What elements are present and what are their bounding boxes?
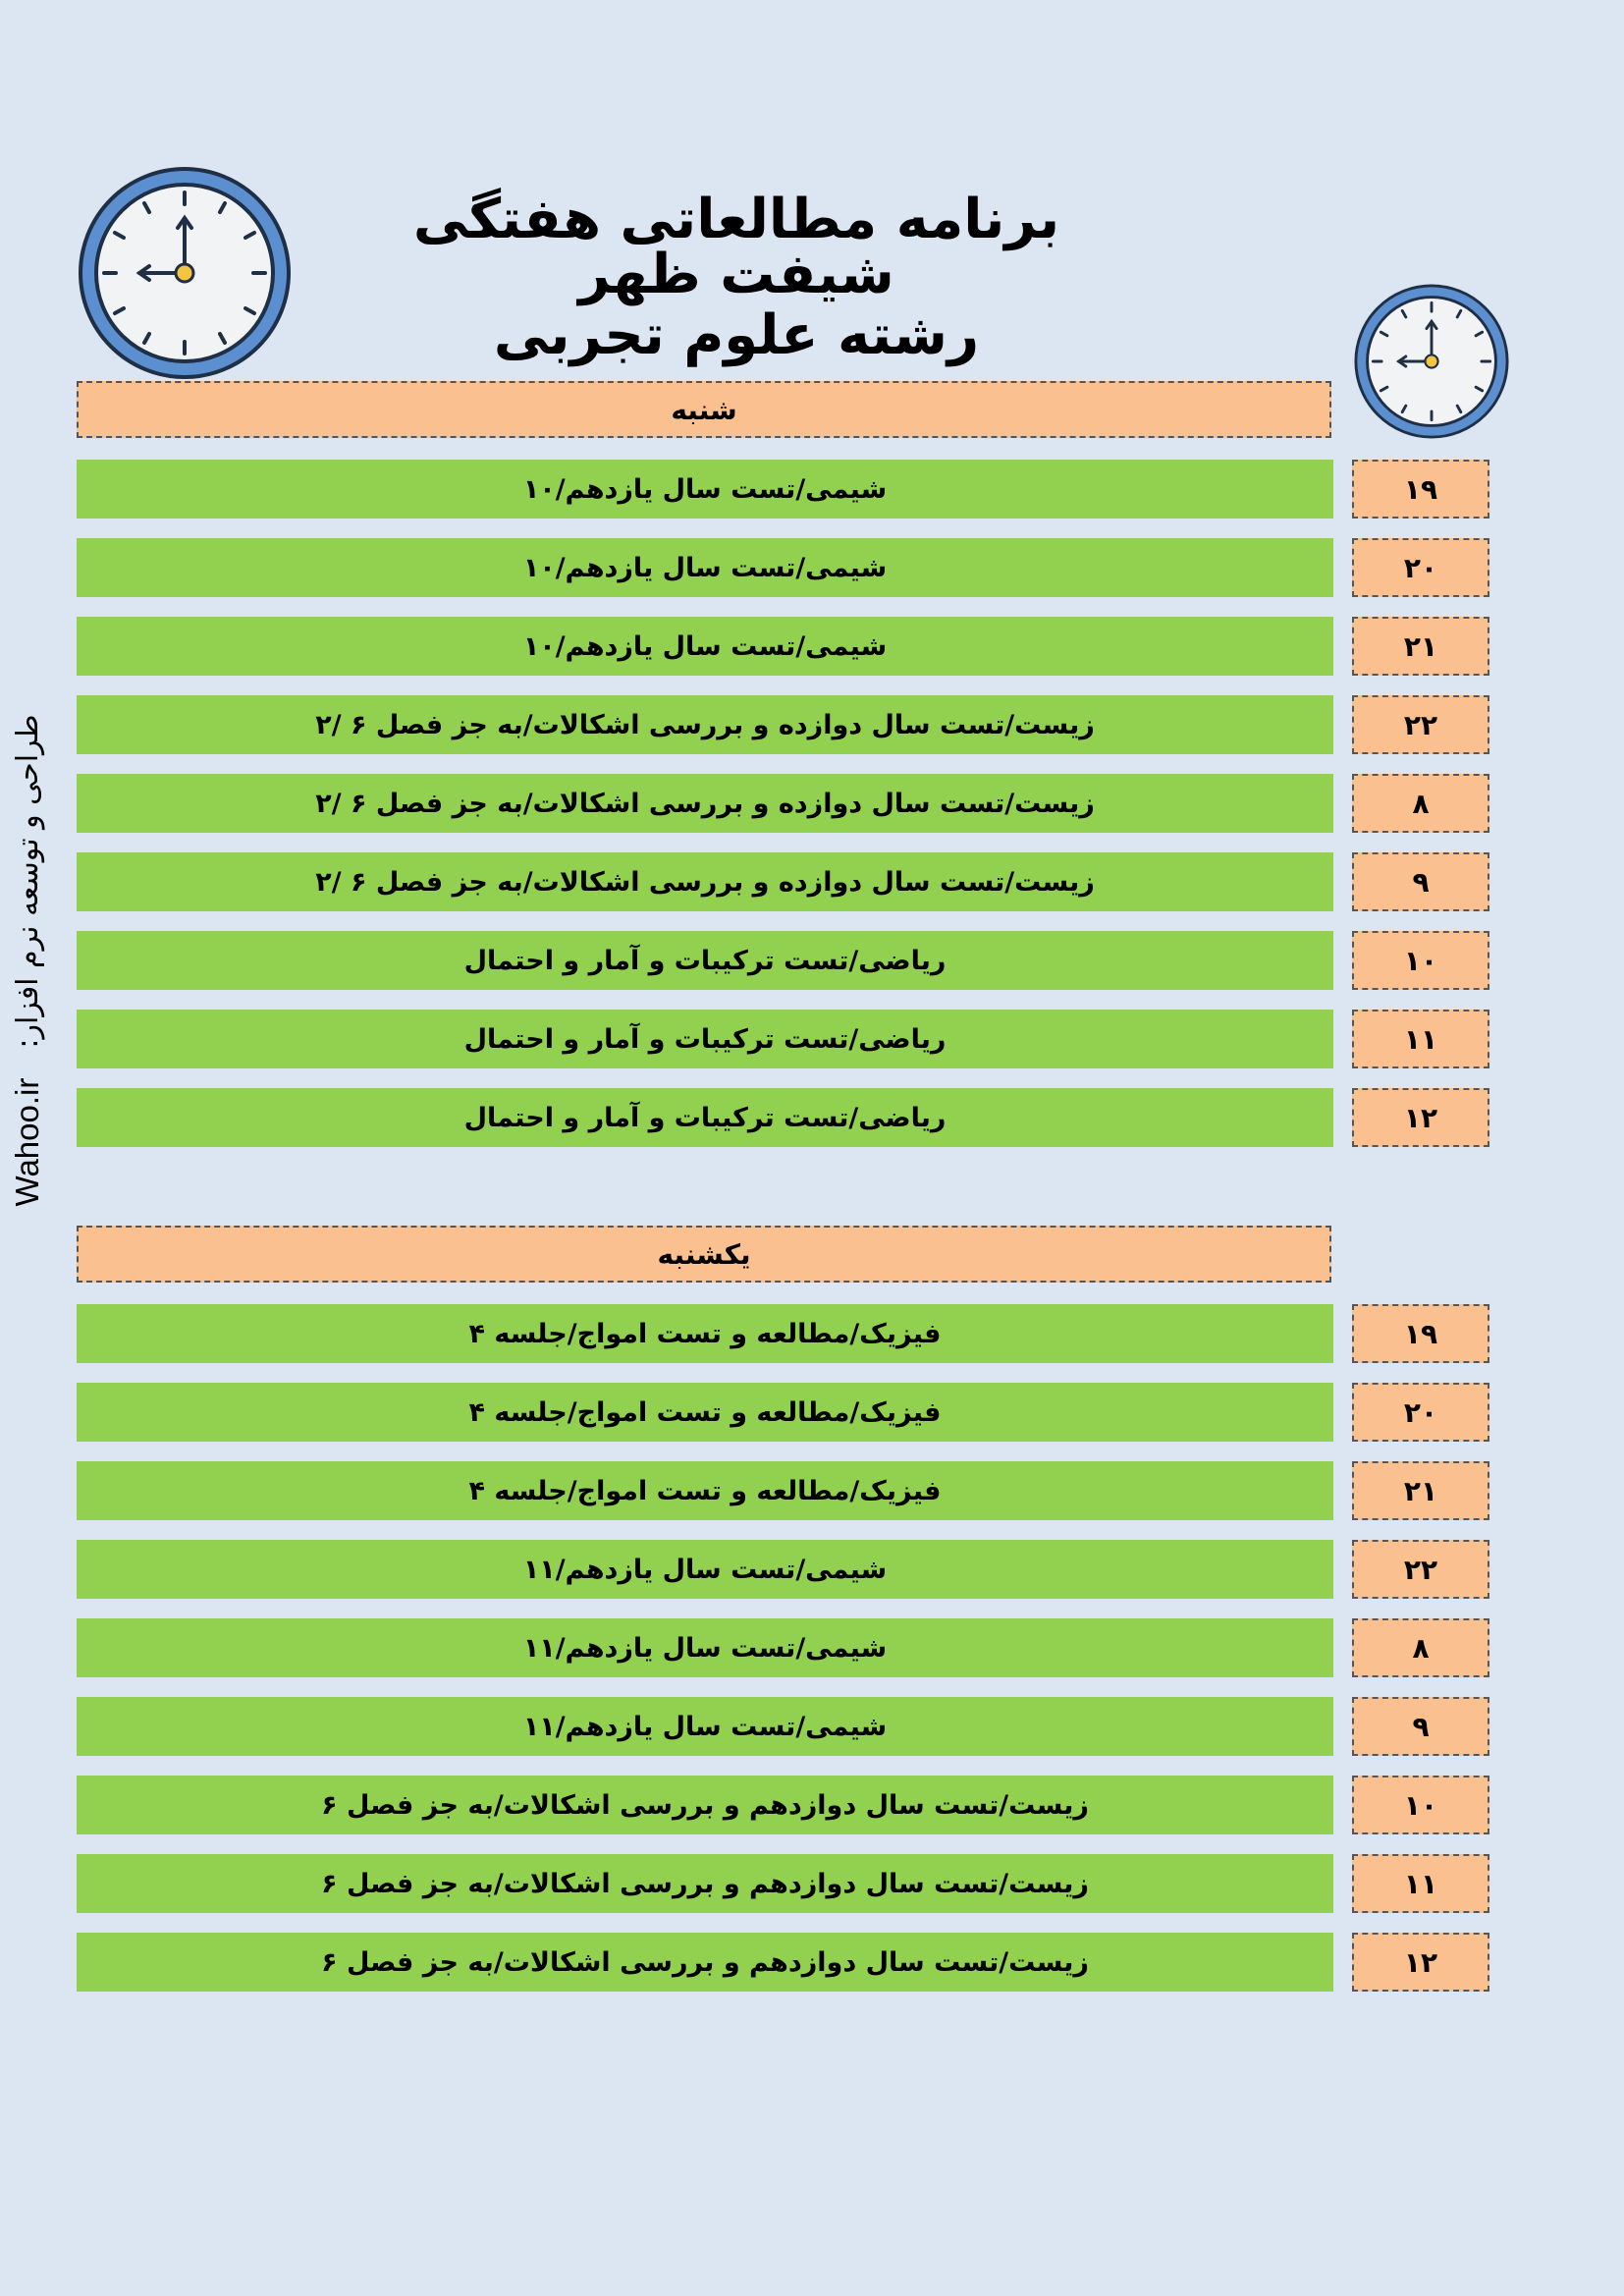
day-header: شنبه	[77, 381, 1331, 438]
clock-icon	[77, 165, 293, 381]
hour-cell: ۱۰	[1352, 931, 1489, 990]
day-header: یکشنبه	[77, 1226, 1331, 1283]
page-title: برنامه مطالعاتی هفتگی شیفت ظهر	[412, 188, 1060, 306]
credit-label	[0, 715, 55, 1206]
hour-cell: ۱۰	[1352, 1776, 1489, 1834]
schedule-row	[77, 1618, 1492, 1677]
schedule-row	[77, 1776, 1492, 1834]
credit-site: Wahoo.ir	[9, 1077, 45, 1207]
task-cell: زیست/تست سال دوازده و بررسی اشکالات/به جز فصل ۶ /۲	[77, 695, 1333, 754]
hour-cell: ۱۹	[1352, 460, 1489, 519]
hour-cell: ۲۲	[1352, 695, 1489, 754]
task-cell: ریاضی/تست ترکیبات و آمار و احتمال	[77, 1088, 1333, 1147]
hour-cell: ۲۰	[1352, 1383, 1489, 1442]
task-cell: ریاضی/تست ترکیبات و آمار و احتمال	[77, 1010, 1333, 1068]
task-cell: زیست/تست سال دوازده و بررسی اشکالات/به جز فصل ۶ /۲	[77, 774, 1333, 833]
task-cell: زیست/تست سال دوازدهم و بررسی اشکالات/به جز فصل ۶	[77, 1933, 1333, 1992]
schedule-row	[77, 1304, 1492, 1363]
schedule-row	[77, 1697, 1492, 1756]
credit-text: طراحی و توسعه نرم افزار:	[10, 714, 45, 1049]
schedule-row	[77, 774, 1492, 833]
schedule-row	[77, 1088, 1492, 1147]
schedule-row	[77, 1461, 1492, 1520]
hour-cell: ۱۹	[1352, 1304, 1489, 1363]
hour-cell: ۱۲	[1352, 1088, 1489, 1147]
hour-cell: ۲۲	[1352, 1540, 1489, 1599]
task-cell: شیمی/تست سال یازدهم/۱۱	[77, 1697, 1333, 1756]
schedule-row	[77, 1010, 1492, 1068]
hour-cell: ۹	[1352, 852, 1489, 911]
clock-icon	[1353, 283, 1510, 440]
hour-cell: ۸	[1352, 1618, 1489, 1677]
task-cell: شیمی/تست سال یازدهم/۱۱	[77, 1618, 1333, 1677]
schedule-row	[77, 1933, 1492, 1992]
schedule-row	[77, 1540, 1492, 1599]
task-cell: فیزیک/مطالعه و تست امواج/جلسه ۴	[77, 1383, 1333, 1442]
hour-cell: ۹	[1352, 1697, 1489, 1756]
task-cell: شیمی/تست سال یازدهم/۱۰	[77, 538, 1333, 597]
schedule-row	[77, 1854, 1492, 1913]
task-cell: زیست/تست سال دوازده و بررسی اشکالات/به جز فصل ۶ /۲	[77, 852, 1333, 911]
task-cell: زیست/تست سال دوازدهم و بررسی اشکالات/به جز فصل ۶	[77, 1776, 1333, 1834]
schedule-rows	[77, 460, 1492, 1167]
schedule-row	[77, 852, 1492, 911]
hour-cell: ۱۱	[1352, 1854, 1489, 1913]
schedule-row	[77, 695, 1492, 754]
schedule-row	[77, 931, 1492, 990]
task-cell: ریاضی/تست ترکیبات و آمار و احتمال	[77, 931, 1333, 990]
task-cell: شیمی/تست سال یازدهم/۱۱	[77, 1540, 1333, 1599]
schedule-row	[77, 1383, 1492, 1442]
schedule-row	[77, 617, 1492, 676]
hour-cell: ۲۰	[1352, 538, 1489, 597]
task-cell: زیست/تست سال دوازدهم و بررسی اشکالات/به جز فصل ۶	[77, 1854, 1333, 1913]
task-cell: فیزیک/مطالعه و تست امواج/جلسه ۴	[77, 1461, 1333, 1520]
hour-cell: ۲۱	[1352, 617, 1489, 676]
task-cell: شیمی/تست سال یازدهم/۱۰	[77, 617, 1333, 676]
hour-cell: ۱۱	[1352, 1010, 1489, 1068]
page-subtitle: رشته علوم تجربی	[493, 303, 980, 367]
schedule-row	[77, 538, 1492, 597]
hour-cell: ۸	[1352, 774, 1489, 833]
task-cell: فیزیک/مطالعه و تست امواج/جلسه ۴	[77, 1304, 1333, 1363]
hour-cell: ۲۱	[1352, 1461, 1489, 1520]
schedule-rows	[77, 1304, 1492, 2011]
hour-cell: ۱۲	[1352, 1933, 1489, 1992]
schedule-row	[77, 460, 1492, 519]
task-cell: شیمی/تست سال یازدهم/۱۰	[77, 460, 1333, 519]
